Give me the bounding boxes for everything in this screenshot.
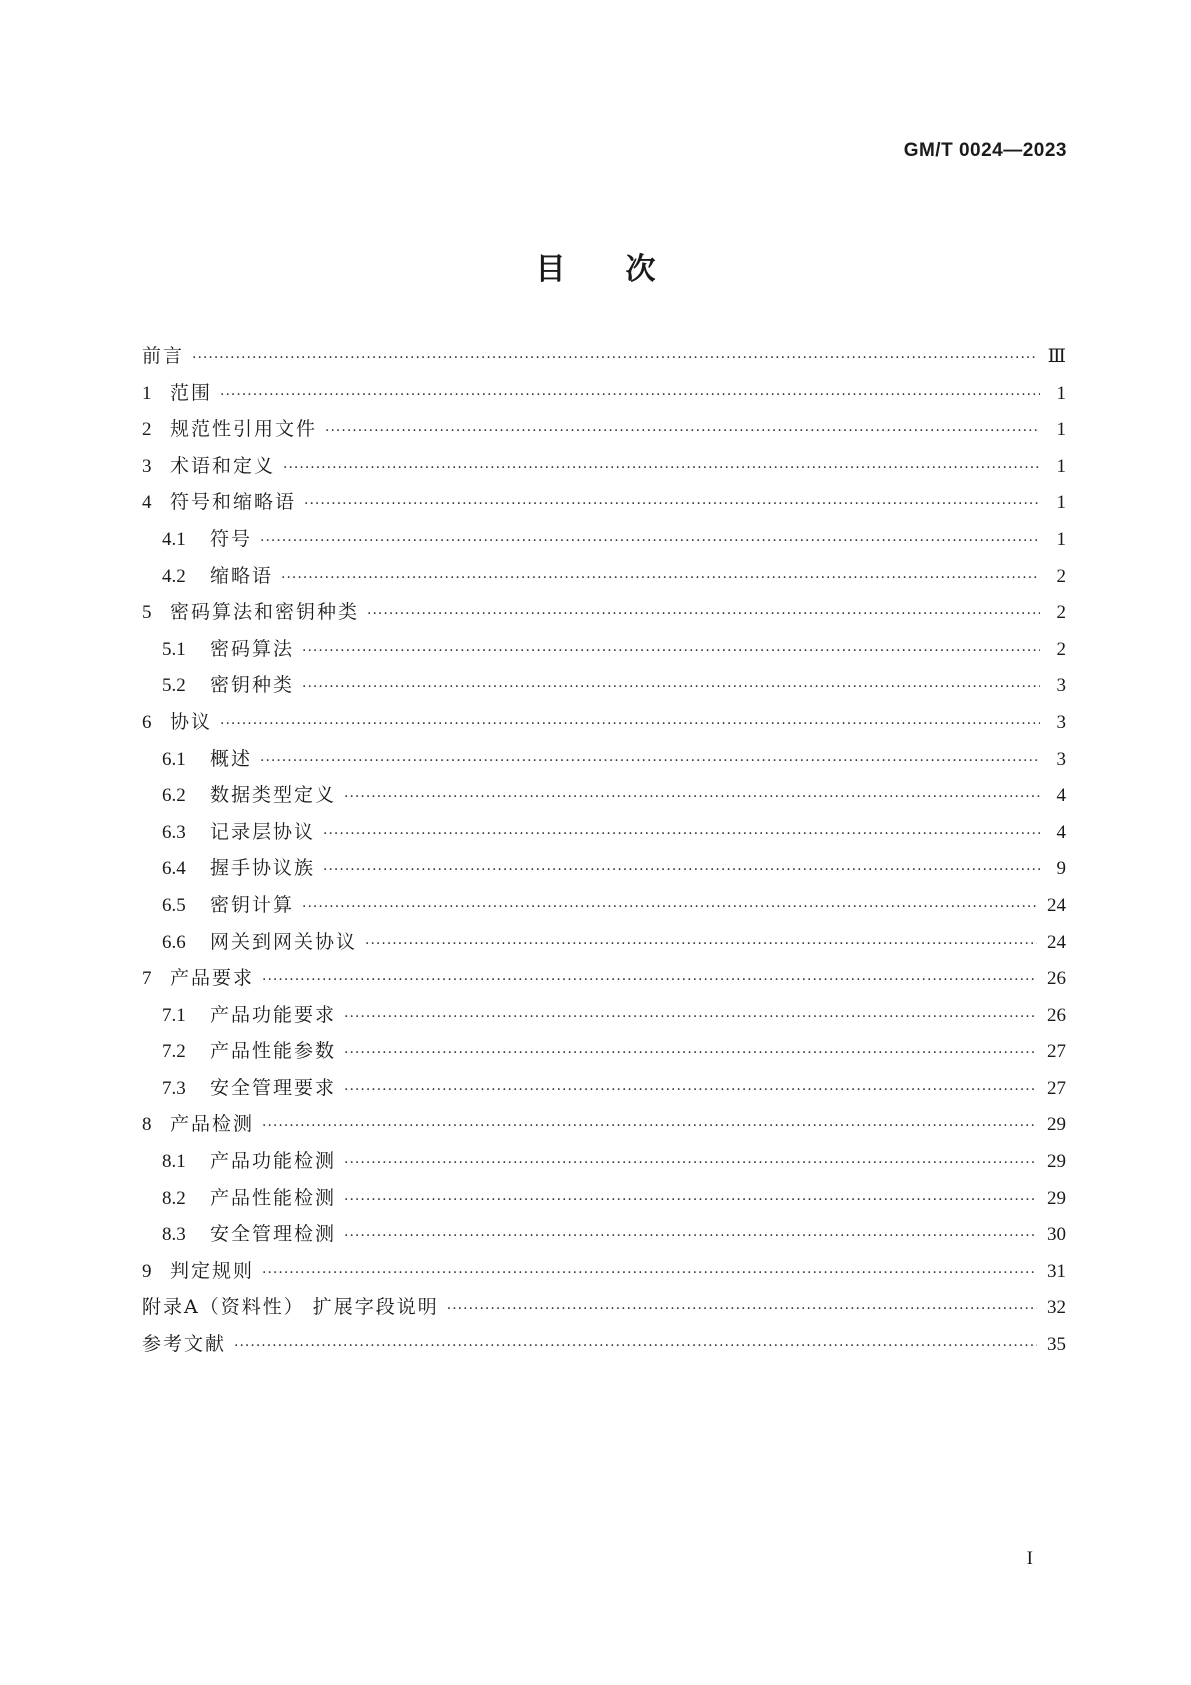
toc-entry-label: 安全管理要求 [210,1076,337,1099]
toc-entry-label: 产品性能参数 [210,1040,337,1063]
toc-leader-dots [325,413,1040,450]
toc-entry-label: 握手协议族 [210,857,316,880]
toc-entry[interactable] [142,1216,1066,1253]
toc-entry-label: 产品功能要求 [210,1003,337,1026]
toc-entry-number: 5.1 [162,638,186,660]
toc-entry-label: 参考文献 [142,1333,227,1356]
toc-leader-dots [260,743,1040,780]
toc-entry[interactable] [142,741,1066,778]
table-of-contents [142,338,1066,1363]
toc-entry-page: 27 [1047,1077,1066,1099]
toc-entry-number: 8.1 [162,1151,186,1173]
toc-entry-page: 3 [1056,675,1066,697]
toc-leader-dots [281,560,1040,597]
toc-leader-dots [262,1255,1037,1292]
toc-entry-page: 32 [1047,1297,1066,1319]
toc-entry-label: 密码算法 [210,637,295,660]
toc-entry-page: 1 [1056,382,1066,404]
toc-entry-page: 1 [1056,528,1066,550]
toc-entry-number: 7 [142,968,152,990]
toc-entry[interactable] [142,887,1066,924]
toc-entry-label: 密钥种类 [210,674,295,697]
toc-leader-dots [262,962,1037,999]
toc-leader-dots [344,779,1040,816]
toc-entry-page: 26 [1047,968,1066,990]
toc-entry-label: 附录A（资料性） 扩展字段说明 [142,1296,439,1319]
toc-entry-label: 密码算法和密钥种类 [170,601,360,624]
toc-entry-label: 术语和定义 [170,454,276,477]
toc-entry[interactable] [142,375,1066,412]
toc-entry-label: 符号 [210,527,253,550]
toc-entry[interactable] [142,558,1066,595]
toc-entry-label: 产品检测 [170,1113,255,1136]
toc-leader-dots [302,669,1040,706]
page-title: 目次 [535,252,716,287]
page-number: I [1026,1548,1033,1569]
toc-entry-number: 9 [142,1260,152,1282]
toc-entry[interactable] [142,960,1066,997]
toc-entry-number: 7.3 [162,1077,186,1099]
toc-entry[interactable] [142,1033,1066,1070]
toc-leader-dots [344,999,1037,1036]
toc-entry-page: 2 [1056,602,1066,624]
toc-entry-page: 1 [1056,455,1066,477]
toc-entry-page: 2 [1056,638,1066,660]
toc-entry[interactable] [142,777,1066,814]
toc-entry-page: Ⅲ [1047,346,1066,367]
toc-entry[interactable] [142,814,1066,851]
toc-entry-number: 5 [142,602,152,624]
toc-entry-number: 7.1 [162,1004,186,1026]
toc-leader-dots [283,450,1040,487]
toc-entry-page: 1 [1056,419,1066,441]
toc-entry-label: 产品性能检测 [210,1186,337,1209]
toc-entry-label: 协议 [170,710,213,733]
toc-entry-page: 26 [1047,1004,1066,1026]
toc-entry-page: 24 [1047,894,1066,916]
toc-leader-dots [323,852,1040,889]
toc-entry[interactable] [142,1253,1066,1290]
toc-entry-label: 安全管理检测 [210,1223,337,1246]
toc-entry-label: 范围 [170,381,213,404]
toc-entry-number: 6.3 [162,821,186,843]
toc-entry-page: 9 [1056,858,1066,880]
toc-leader-dots [344,1218,1037,1255]
toc-entry-number: 8 [142,1114,152,1136]
toc-entry-label: 概述 [210,747,253,770]
toc-entry-number: 6.4 [162,858,186,880]
toc-entry-page: 24 [1047,931,1066,953]
toc-entry-page: 4 [1056,785,1066,807]
toc-entry[interactable] [142,997,1066,1034]
toc-entry-number: 4 [142,492,152,514]
toc-leader-dots [344,1145,1037,1182]
toc-entry-page: 4 [1056,821,1066,843]
toc-entry-label: 产品要求 [170,967,255,990]
toc-entry-number: 7.2 [162,1041,186,1063]
toc-entry[interactable] [142,1106,1066,1143]
toc-entry-page: 30 [1047,1224,1066,1246]
toc-entry-page: 31 [1047,1260,1066,1282]
toc-entry[interactable] [142,1070,1066,1107]
toc-entry-page: 2 [1056,565,1066,587]
toc-entry-label: 符号和缩略语 [170,491,297,514]
toc-leader-dots [323,816,1040,853]
toc-entry-number: 6.6 [162,931,186,953]
toc-leader-dots [220,377,1040,414]
toc-entry-number: 5.2 [162,675,186,697]
toc-leader-dots [367,596,1040,633]
toc-entry-number: 6 [142,711,152,733]
standard-code: GM/T 0024—2023 [903,140,1067,161]
toc-entry-page: 35 [1047,1334,1066,1356]
toc-entry-number: 4.1 [162,528,186,550]
toc-entry-number: 1 [142,382,152,404]
toc-entry-label: 缩略语 [210,564,274,587]
toc-entry[interactable] [142,411,1066,448]
toc-leader-dots [304,486,1040,523]
toc-entry-label: 密钥计算 [210,893,295,916]
toc-entry[interactable] [142,1326,1066,1363]
toc-entry[interactable] [142,484,1066,521]
toc-entry-page: 3 [1056,711,1066,733]
toc-entry-label: 数据类型定义 [210,784,337,807]
toc-entry[interactable] [142,850,1066,887]
toc-entry-page: 29 [1047,1114,1066,1136]
toc-entry-label: 记录层协议 [210,820,316,843]
toc-entry-label: 网关到网关协议 [210,930,358,953]
toc-leader-dots [344,1035,1037,1072]
toc-entry-page: 1 [1056,492,1066,514]
toc-entry-number: 8.2 [162,1187,186,1209]
toc-leader-dots [260,523,1040,560]
toc-entry-label: 前言 [142,345,185,367]
toc-entry[interactable] [142,521,1066,558]
toc-entry[interactable] [142,631,1066,668]
toc-entry[interactable] [142,704,1066,741]
toc-leader-dots [234,1328,1037,1365]
toc-leader-dots [447,1291,1037,1328]
toc-leader-dots [344,1072,1037,1109]
toc-entry[interactable] [142,1289,1066,1326]
toc-entry-page: 27 [1047,1041,1066,1063]
toc-entry[interactable] [142,667,1066,704]
toc-leader-dots [220,706,1040,743]
toc-entry-page: 29 [1047,1187,1066,1209]
toc-leader-dots [192,340,1038,377]
toc-entry-label: 判定规则 [170,1259,255,1282]
toc-leader-dots [302,889,1037,926]
toc-leader-dots [302,633,1040,670]
toc-entry[interactable] [142,924,1066,961]
toc-entry[interactable] [142,338,1066,375]
toc-leader-dots [262,1108,1037,1145]
toc-entry[interactable] [142,1143,1066,1180]
toc-entry-number: 6.2 [162,785,186,807]
toc-entry-label: 规范性引用文件 [170,418,318,441]
toc-leader-dots [365,926,1037,963]
toc-entry[interactable] [142,448,1066,485]
toc-leader-dots [344,1182,1037,1219]
toc-entry-page: 3 [1056,748,1066,770]
toc-entry-page: 29 [1047,1151,1066,1173]
toc-entry-label: 产品功能检测 [210,1150,337,1173]
toc-entry-number: 3 [142,455,152,477]
toc-entry[interactable] [142,1180,1066,1217]
toc-entry-number: 6.1 [162,748,186,770]
toc-entry[interactable] [142,594,1066,631]
toc-entry-number: 8.3 [162,1224,186,1246]
toc-entry-number: 6.5 [162,894,186,916]
toc-entry-number: 2 [142,419,152,441]
toc-entry-number: 4.2 [162,565,186,587]
